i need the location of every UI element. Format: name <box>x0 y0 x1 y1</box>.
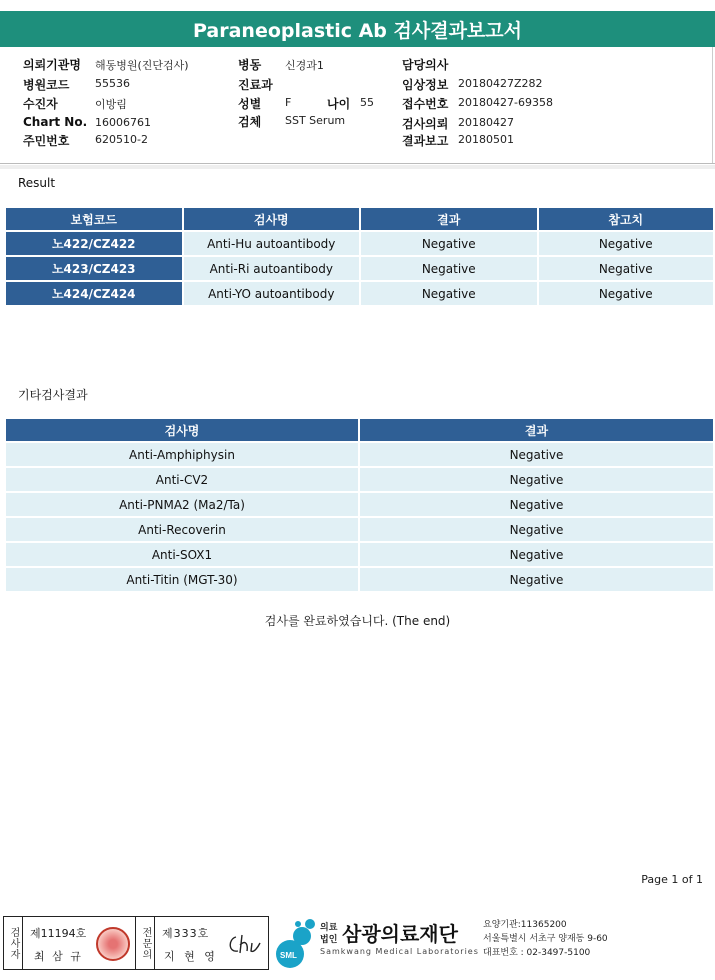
result-section-label: Result <box>18 176 56 190</box>
insurance-code: 노424/CZ424 <box>6 282 182 305</box>
test-result: Negative <box>361 257 537 280</box>
table-row <box>6 282 713 305</box>
reference-value: Negative <box>539 257 714 280</box>
info-label: 담당의사 <box>402 58 449 72</box>
column-header: 검사명 <box>184 208 360 230</box>
doctor-signature <box>226 931 262 957</box>
footer <box>0 914 715 974</box>
info-value: SST Serum <box>285 114 346 127</box>
test-result: Negative <box>360 468 713 491</box>
other-section-label: 기타검사결과 <box>18 388 88 402</box>
organization-name: 삼광의료재단 <box>342 922 458 946</box>
info-label: 병원코드 <box>23 78 70 92</box>
examiner-license: 제11194호 <box>30 927 87 940</box>
table-row <box>6 232 713 255</box>
test-result: Negative <box>361 282 537 305</box>
table-row <box>6 568 713 591</box>
column-header: 결과 <box>361 208 537 230</box>
examiner-label <box>4 917 23 969</box>
doctor-license: 제333호 <box>162 927 210 940</box>
info-label: 접수번호 <box>402 97 449 111</box>
sml-logo <box>270 916 318 970</box>
result-table <box>4 206 715 307</box>
org-phone: 대표번호 : 02-3497-5100 <box>483 948 591 958</box>
info-label: Chart No. <box>23 115 88 129</box>
table-row <box>6 468 713 491</box>
info-value: F <box>285 96 292 109</box>
divider <box>0 163 715 164</box>
column-header: 검사명 <box>6 419 358 441</box>
divider <box>0 165 715 169</box>
info-value: 20180427Z282 <box>458 77 543 90</box>
doctor-label <box>135 917 155 969</box>
doctor-name: 지 현 영 <box>164 950 218 963</box>
column-header: 결과 <box>360 419 713 441</box>
test-name: Anti-CV2 <box>6 468 358 491</box>
org-address: 서울특별시 서초구 양재동 9-60 <box>483 934 608 944</box>
info-value-age: 55 <box>360 96 374 109</box>
test-name: Anti-SOX1 <box>6 543 358 566</box>
org-prefix-bottom: 법인 <box>320 935 338 945</box>
test-result: Negative <box>360 518 713 541</box>
test-name: Anti-Ri autoantibody <box>184 257 360 280</box>
test-result: Negative <box>361 232 537 255</box>
info-value: 이방림 <box>95 98 127 111</box>
page-number: Page 1 of 1 <box>641 873 703 886</box>
test-name: Anti-Hu autoantibody <box>184 232 360 255</box>
info-value: 20180427-69358 <box>458 96 553 109</box>
table-header-row <box>6 208 713 230</box>
test-name: Anti-Amphiphysin <box>6 443 358 466</box>
reference-value: Negative <box>539 232 714 255</box>
info-label-age: 나이 <box>327 97 351 111</box>
org-code: 요양기관:11365200 <box>483 920 567 930</box>
org-prefix-top: 의료 <box>320 923 338 933</box>
column-header: 보험코드 <box>6 208 182 230</box>
info-value: 신경과1 <box>285 59 324 72</box>
test-name: Anti-PNMA2 (Ma2/Ta) <box>6 493 358 516</box>
insurance-code: 노423/CZ423 <box>6 257 182 280</box>
examiner-name: 최 삼 규 <box>34 950 83 963</box>
reference-value: Negative <box>539 282 714 305</box>
info-value: 55536 <box>95 77 130 90</box>
info-value: 20180427 <box>458 116 514 129</box>
info-label: 성별 <box>238 97 262 111</box>
sml-logo-text: SML <box>280 951 297 960</box>
test-name: Anti-YO autoantibody <box>184 282 360 305</box>
info-label: 검사의뢰 <box>402 117 449 131</box>
end-message: 검사를 완료하였습니다. (The end) <box>264 614 451 628</box>
info-label: 수진자 <box>23 97 58 111</box>
test-name: Anti-Titin (MGT-30) <box>6 568 358 591</box>
report-title: Paraneoplastic Ab 검사결과보고서 <box>0 11 715 47</box>
examiner-label-text: 검사자 <box>8 926 19 960</box>
test-result: Negative <box>360 443 713 466</box>
insurance-code: 노422/CZ422 <box>6 232 182 255</box>
table-row <box>6 518 713 541</box>
test-name: Anti-Recoverin <box>6 518 358 541</box>
patient-info <box>0 54 715 162</box>
doctor-label-text: 전문의 <box>140 926 151 960</box>
info-value: 해동병원(진단검사) <box>95 59 189 72</box>
info-label: 주민번호 <box>23 134 70 148</box>
other-results-table <box>4 417 715 593</box>
table-row <box>6 543 713 566</box>
table-row <box>6 257 713 280</box>
table-header-row <box>6 419 713 441</box>
info-label: 진료과 <box>238 78 273 92</box>
test-result: Negative <box>360 493 713 516</box>
examiner-seal <box>96 927 130 961</box>
test-result: Negative <box>360 568 713 591</box>
organization-english-name: Samkwang Medical Laboratories <box>320 947 479 956</box>
info-label: 의뢰기관명 <box>23 58 81 72</box>
table-row <box>6 493 713 516</box>
test-result: Negative <box>360 543 713 566</box>
info-label: 결과보고 <box>402 134 449 148</box>
info-value: 20180501 <box>458 133 514 146</box>
signature-box <box>3 916 269 970</box>
info-value: 620510-2 <box>95 133 148 146</box>
column-header: 참고치 <box>539 208 714 230</box>
info-label: 임상정보 <box>402 78 449 92</box>
info-value: 16006761 <box>95 116 151 129</box>
info-label: 병동 <box>238 58 262 72</box>
table-row <box>6 443 713 466</box>
info-label: 검체 <box>238 115 262 129</box>
divider <box>712 47 713 164</box>
